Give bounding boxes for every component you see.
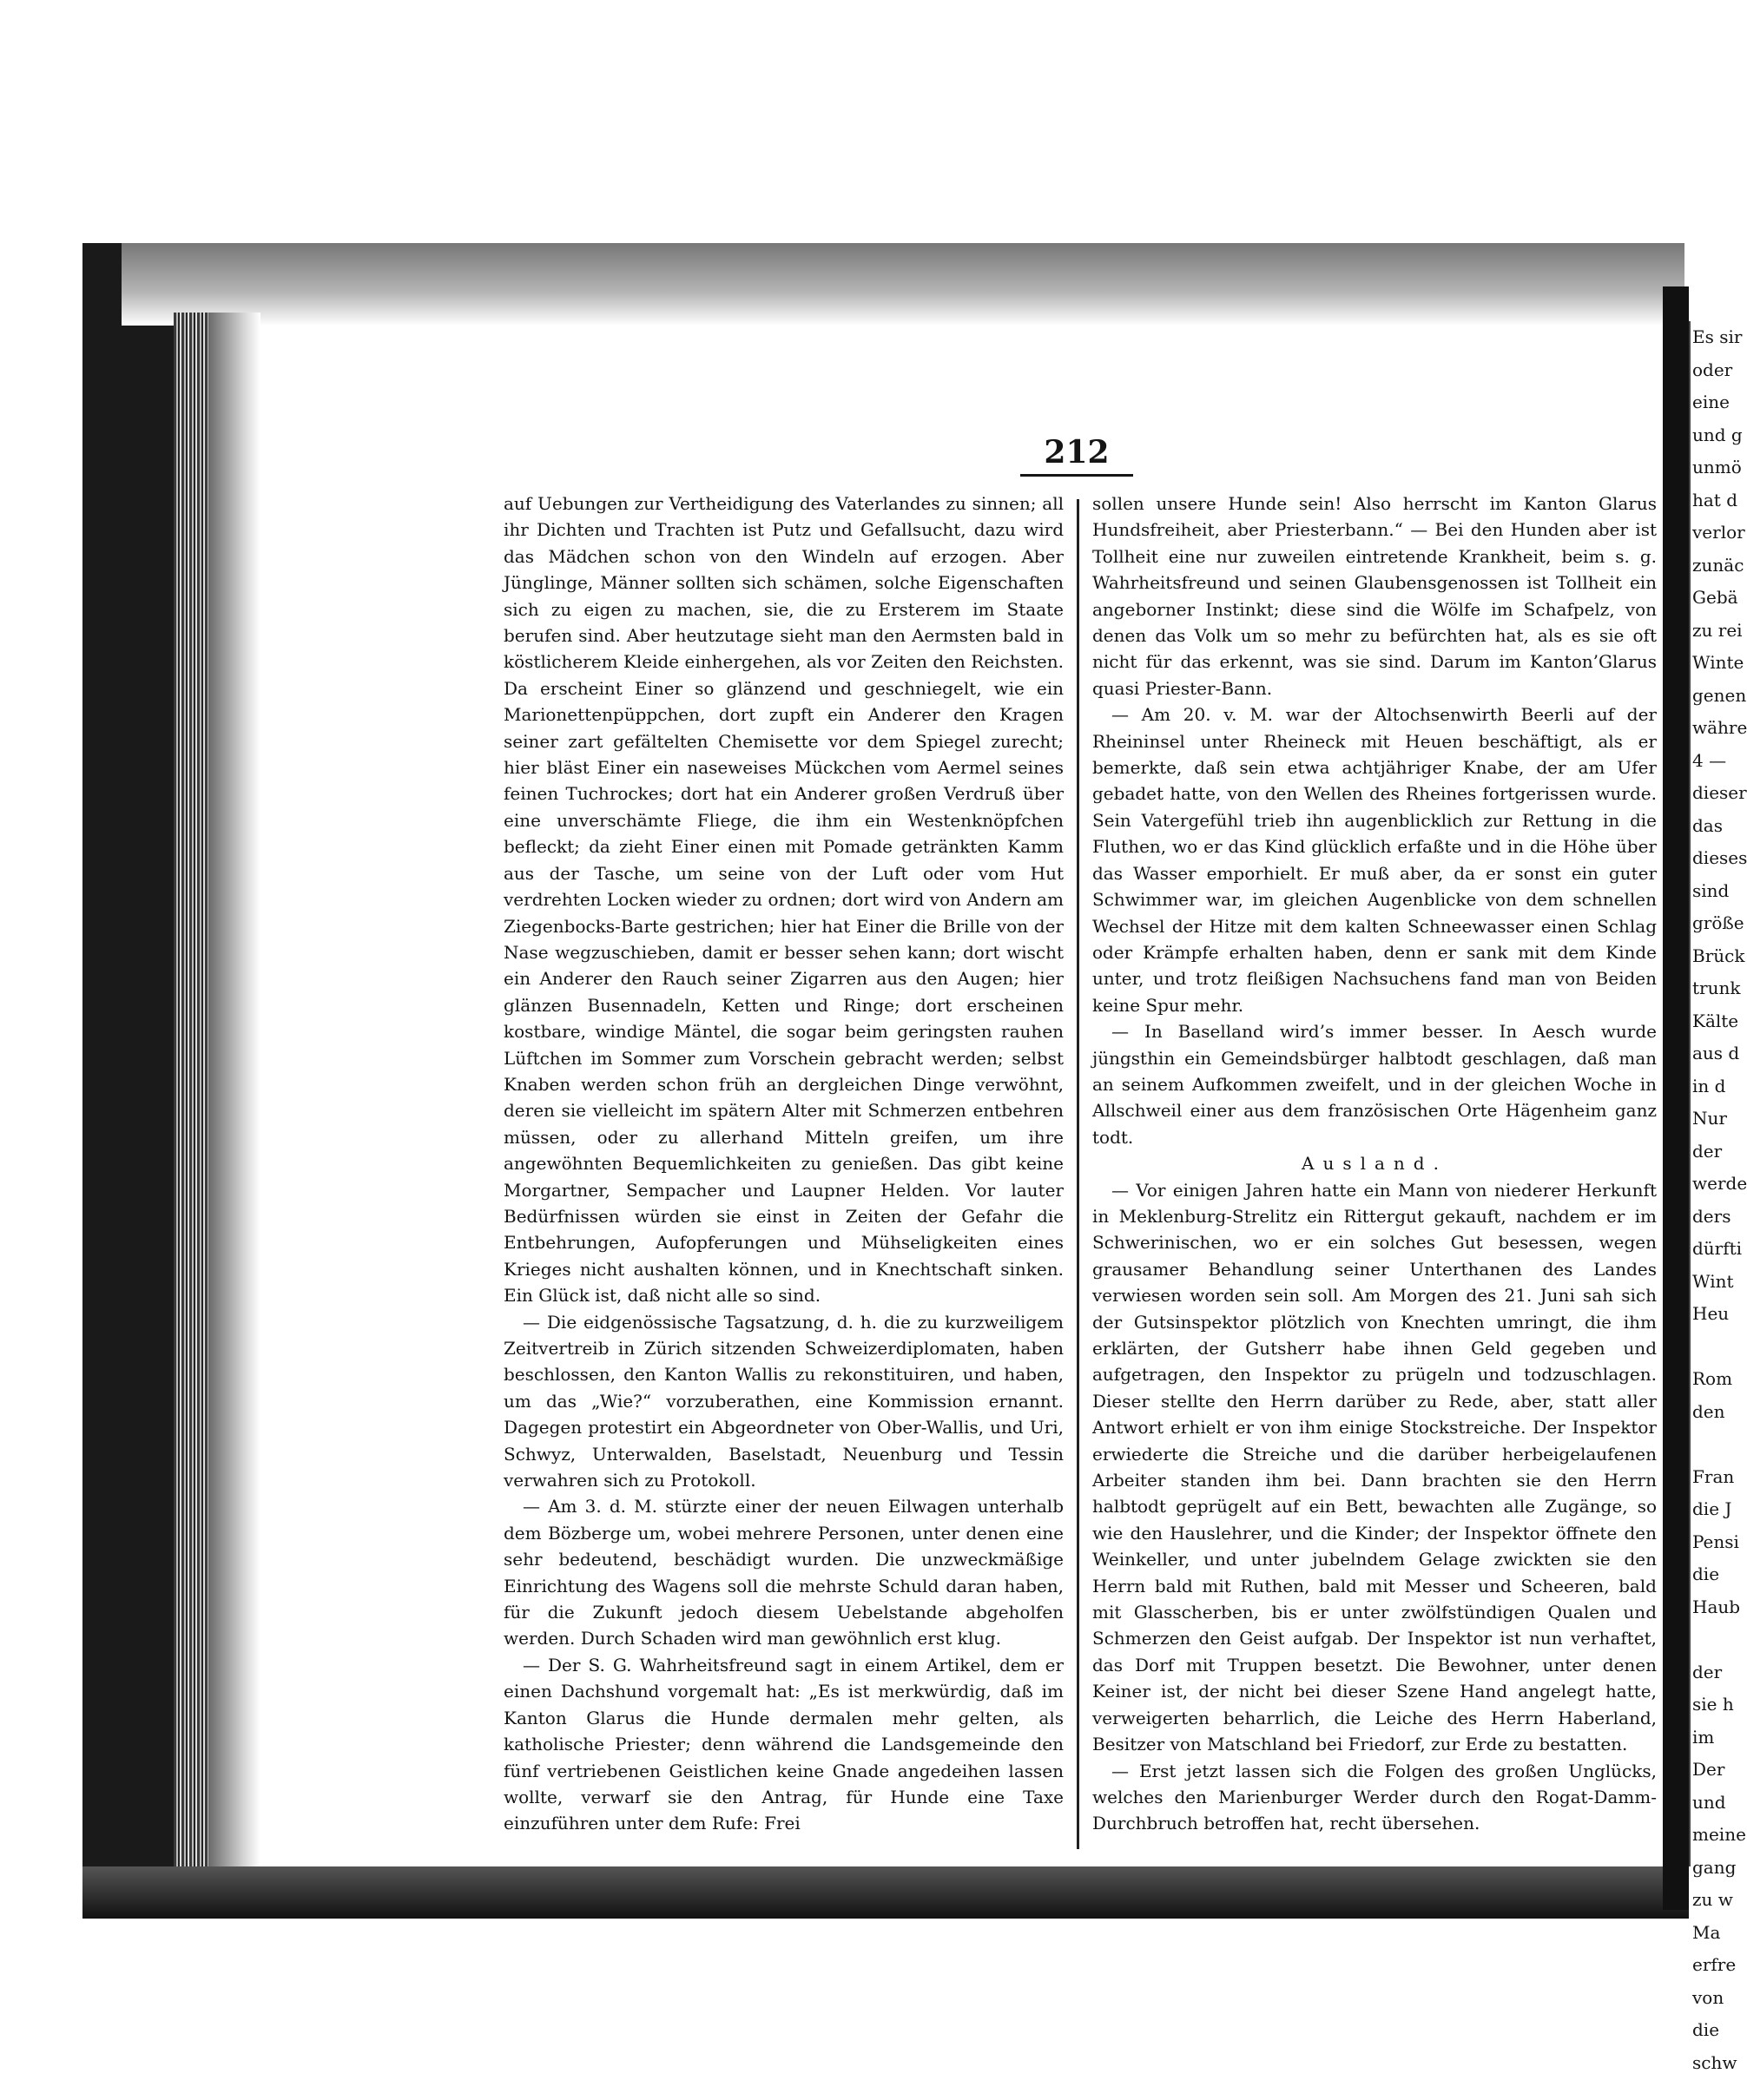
next-page-line-fragment: werde [1692,1173,1747,1194]
next-page-line-fragment: Brück [1692,945,1745,966]
book-binding-shadow [82,243,178,1893]
next-page-line-fragment: oder [1692,359,1733,380]
next-page-line-fragment: Winte [1692,652,1744,673]
article-paragraph: — In Baselland wird’s immer besser. In Aesch wurde jüngsthin ein Gemeindsbürger halbtodt geschlagen, daß man an seinem Aufkommen zweifelt, und in der gleichen Woche in Allschweil einer aus dem französischen Orte Hägenheim ganz todt. [1092,1021,1657,1148]
next-page-line-fragment: Gebä [1692,587,1738,608]
page-number: 212 [1020,434,1133,477]
next-page-line-fragment: meine [1692,1824,1746,1845]
next-page-line-fragment: trunk [1692,978,1741,998]
next-page-line-fragment: dürfti [1692,1238,1743,1259]
next-page-line-fragment: schw [1692,2051,1737,2073]
article-paragraph: — Die eidgenössische Tagsatzung, d. h. die zu kurzweiligem Zeitvertreib in Zürich sitzenden Schweizerdiplomaten, haben beschlossen, den Kanton Wallis zu rekonstituiren, und haben, um das „Wie?“ vorzuberathen, eine Kommission ernannt. Dagegen protestirt ein Abgeordneter von Ober-Wallis, und Uri, Schwyz, Unterwalden, Baselstadt, Neuenburg und Tessin verwahren sich zu Protokoll. [504,1311,1064,1491]
page-bottom-shadow [82,1866,1689,1919]
next-page-line-fragment: im [1692,1726,1715,1748]
next-page-line-fragment: Es sir [1692,326,1743,347]
next-page-line-fragment: Wint [1692,1270,1734,1292]
next-page-line-fragment: Fran [1692,1465,1735,1487]
book-gutter [1663,286,1689,1910]
next-page-line-fragment: der [1692,1661,1723,1682]
next-page-line-fragment: erfre [1692,1954,1737,1975]
next-page-edge [1689,321,1747,2073]
next-page-line-fragment: Kälte [1692,1010,1739,1031]
next-page-line-fragment: aus d [1692,1043,1740,1063]
article-paragraph: — Erst jetzt lassen sich die Folgen des großen Unglücks, welches den Marienburger Werder durch den Rogat-Damm-Durchbruch betroffen hat, recht übersehen. [1092,1760,1657,1834]
next-page-line-fragment: größe [1692,912,1744,933]
next-page-line-fragment [1691,1623,1738,1656]
next-page-line-fragment: und [1692,1791,1726,1813]
next-page-line-fragment: und g [1692,424,1743,445]
next-page-line-fragment: Heu [1692,1303,1730,1324]
page-top-shadow [122,243,1684,326]
right-column [1092,490,1657,1837]
next-page-line-fragment: das [1692,814,1723,836]
next-page-line-fragment: dieser [1692,782,1747,803]
next-page-line-fragment: von [1692,1986,1724,2008]
next-page-line-fragment: sie h [1692,1694,1734,1715]
section-heading: Ausland. [1302,1153,1447,1175]
next-page-line-fragment: genen [1692,684,1747,706]
next-page-line-fragment: zunäc [1692,554,1744,576]
next-page-line-fragment: währe [1692,717,1747,738]
next-page-line-fragment: gang [1692,1856,1737,1878]
article-paragraph: auf Uebungen zur Vertheidigung des Vaterlandes zu sinnen; all ihr Dichten und Trachten ist Putz und Gefallsucht, dazu wird das Mädchen schon von den Windeln auf erzogen. Aber Jünglinge, Männer sollten sich schämen, solche Eigenschaften sich zu eigen zu machen, sie, die zu Ersterem im Staate berufen sind. Aber heutzutage sieht man den Aermsten bald in köstlicherem Kleide einhergehen, als vor Zeiten den Reichsten. Da erscheint Einer so glänzend und geschniegelt, wie ein Marionettenpüppchen, dort zupft ein Anderer den Kragen seiner zart gefältelten Chemisette vor dem Spiegel zurecht; hier bläst Einer ein naseweises Mückchen vom Aermel seines feinen Tuchrockes; dort hat ein Anderer großen Verdruß über eine unverschämte Fliege, die ihm ein Westenknöpfchen befleckt; da zieht Einer einen mit Pomade getränkten Kamm aus der Tasche, um seine von der Luft oder vom Hut verdrehten Locken wieder zu ordnen; dort wird von Andern am Ziegenbocks-Barte gestrichen; hier hat Einer die Brille von der Nase wegzuschieben, damit er besser sehen kann; dort wischt ein Anderer den Rauch seiner Zigarren aus den Augen; hier glänzen Busennadeln, Ketten und Ringe; dort erscheinen kostbare, windige Mäntel, die sogar beim geringsten rauhen Lüftchen im Sommer zum Vorschein gebracht werden; selbst Knaben werden schon früh an dergleichen Dinge verwöhnt, deren sie vielleicht im spätern Alter mit Schmerzen entbehren müssen, oder zu allerhand Mitteln greifen, um ihre angewöhnten Bequemlichkeiten zu genießen. Das gibt keine Morgartner, Sempacher und Laupner Helden. Vor lauter Bedürfnissen würden sie einst in Zeiten der Gefahr die Entbehrungen, Aufopferungen und Mühseligkeiten eines Krieges nicht aushalten können, und in Knechtschaft sinken. Ein Glück ist, daß nicht alle so sind. [504,493,1064,1307]
next-page-line-fragment: zu rei [1692,619,1743,641]
next-page-line-fragment: dieses [1692,847,1747,868]
article-paragraph: — Vor einigen Jahren hatte ein Mann von niederer Herkunft in Meklenburg-Strelitz ein Rittergut gekauft, nachdem er im Schwerinischen, wo er ein solches Gut besessen, wegen grausamer Behandlung seiner Unterthanen des Landes verwiesen worden sein soll. Am Morgen des 21. Juni sah sich der Gutsinspektor plötzlich von Knechten umringt, die ihm erklärten, der Gutsherr habe ihnen Geld gegeben und aufgetragen, den Inspektor zu prügeln und todzuschlagen. Dieser stellte den Herrn darüber zu Rede, aber, statt aller Antwort erhielt er von ihm einige Stockstreiche. Der Inspektor erwiederte die Streiche und die darüber herbeigelaufenen Arbeiter standen ihm bei. Dann brachten sie den Herrn halbtodt geprügelt auf ein Bett, bewachten alle Zugänge, so wie den Hauslehrer, und die Kinder; der Inspektor öffnete den Weinkeller, und unter jubelndem Gelage zwickten sie den Herrn bald mit Ruthen, bald mit Messer und Scheeren, bald mit Glasscherben, bis er unter zwölfstündigen Qualen und Schmerzen den Geist aufgab. Der Inspektor ist nun verhaftet, das Dorf mit Truppen besetzt. Die Bewohner, unter denen Keiner ist, der nicht bei dieser Szene Hand angelegt hatte, verweigerten beharrlich, die Leiche des Herrn Haberland, Besitzer von Matschland bei Friedorf, zur Erde zu bestatten. [1092,1179,1657,1755]
next-page-line-fragment: die [1692,1563,1720,1584]
next-page-line-fragment: Der [1692,1759,1725,1780]
next-page-line-fragment: unmö [1692,457,1742,477]
article-paragraph: — Am 3. d. M. stürzte einer der neuen Eilwagen unterhalb dem Bözberge um, wobei mehrere Personen, unter denen eine sehr bedeutend, beschädigt wurden. Die unzweckmäßige Einrichtung des Wagens soll die mehrste Schuld daran haben, für die Zukunft jedoch diesem Uebelstande abgeholfen werden. Durch Schaden wird man gewöhnlich erst klug. [504,1496,1064,1649]
next-page-line-fragment: hat d [1692,489,1738,510]
next-page-line-fragment: Haub [1692,1596,1741,1617]
next-page-line-fragment: eine [1692,392,1730,412]
next-page-line-fragment: Nur [1692,1108,1727,1129]
page-edge-stack [174,313,213,1875]
article-paragraph: sollen unsere Hunde sein! Also herrscht im Kanton Glarus Hundsfreiheit, aber Priesterbann.“ — Bei den Hunden aber ist Tollheit eine nur zuweilen eintretende Krankheit, beim s. g. Wahrheitsfreund und seinen Glaubensgenossen ist Tollheit ein angeborner Instinkt; diese sind die Wölfe im Schafpelz, von denen das Volk um so mehr zu befürchten hat, als es sie oft nicht für das erkennt, was sie sind. Darum im Kanton’Glarus quasi Priester-Bann. [1092,493,1657,699]
next-page-line-fragment: der [1692,1140,1723,1162]
article-paragraph: — Am 20. v. M. war der Altochsenwirth Beerli auf der Rheininsel unter Rheineck mit Heuen beschäftigt, als er bemerkte, daß sein etwa achtjähriger Knabe, der am Ufer gebadet hatte, von den Wellen des Rheines fortgerissen wurde. Sein Vatergefühl trieb ihn augenblicklich zur Rettung in die Fluthen, wo er das Kind glücklich erfaßte und in die Höhe über das Wasser emporhielt. Er muß aber, da er sonst ein guter Schwimmer war, im gleichen Augenblicke von dem schnellen Wechsel der Hitze mit dem kalten Schneewasser einen Schlag oder Krämpfe erhalten haben, denn er sank mit dem Kinde unter, und trotz fleißigen Nachsuchens fand man von Beiden keine Spur mehr. [1092,704,1657,1016]
next-page-line-fragment: in d [1692,1075,1726,1096]
next-page-line-fragment [1691,1331,1738,1364]
next-page-line-fragment: die J [1692,1498,1732,1519]
next-page-line-fragment: Ma [1692,1921,1721,1943]
next-page-line-fragment: Pensi [1692,1531,1739,1552]
next-page-line-fragment: sind [1692,879,1730,901]
next-page-line-fragment: die [1692,2019,1720,2040]
next-page-line-fragment: den [1692,1400,1725,1422]
next-page-line-fragment: verlor [1692,522,1745,543]
next-page-line-fragment [1691,1428,1738,1461]
next-page-line-fragment: ders [1692,1205,1731,1227]
next-page-line-fragment: 4 — [1692,749,1727,771]
column-divider [1077,499,1079,1849]
left-column [504,490,1064,1837]
next-page-line-fragment: Rom [1692,1368,1733,1389]
article-paragraph: — Der S. G. Wahrheitsfreund sagt in einem Artikel, dem er einen Dachshund vorgemalt hat: „Es ist merkwürdig, daß im Kanton Glarus die Hunde dermalen mehr gelten, als katholische Priester; denn während die Landsgemeinde den fünf vertriebenen Geistlichen keine Gnade angedeihen lassen wollte, verwarf sie den Antrag, für Hunde eine Taxe einzuführen unter dem Rufe: Frei [504,1654,1064,1834]
page-left-shadow [208,313,260,1875]
next-page-line-fragment: zu w [1692,1889,1733,1910]
